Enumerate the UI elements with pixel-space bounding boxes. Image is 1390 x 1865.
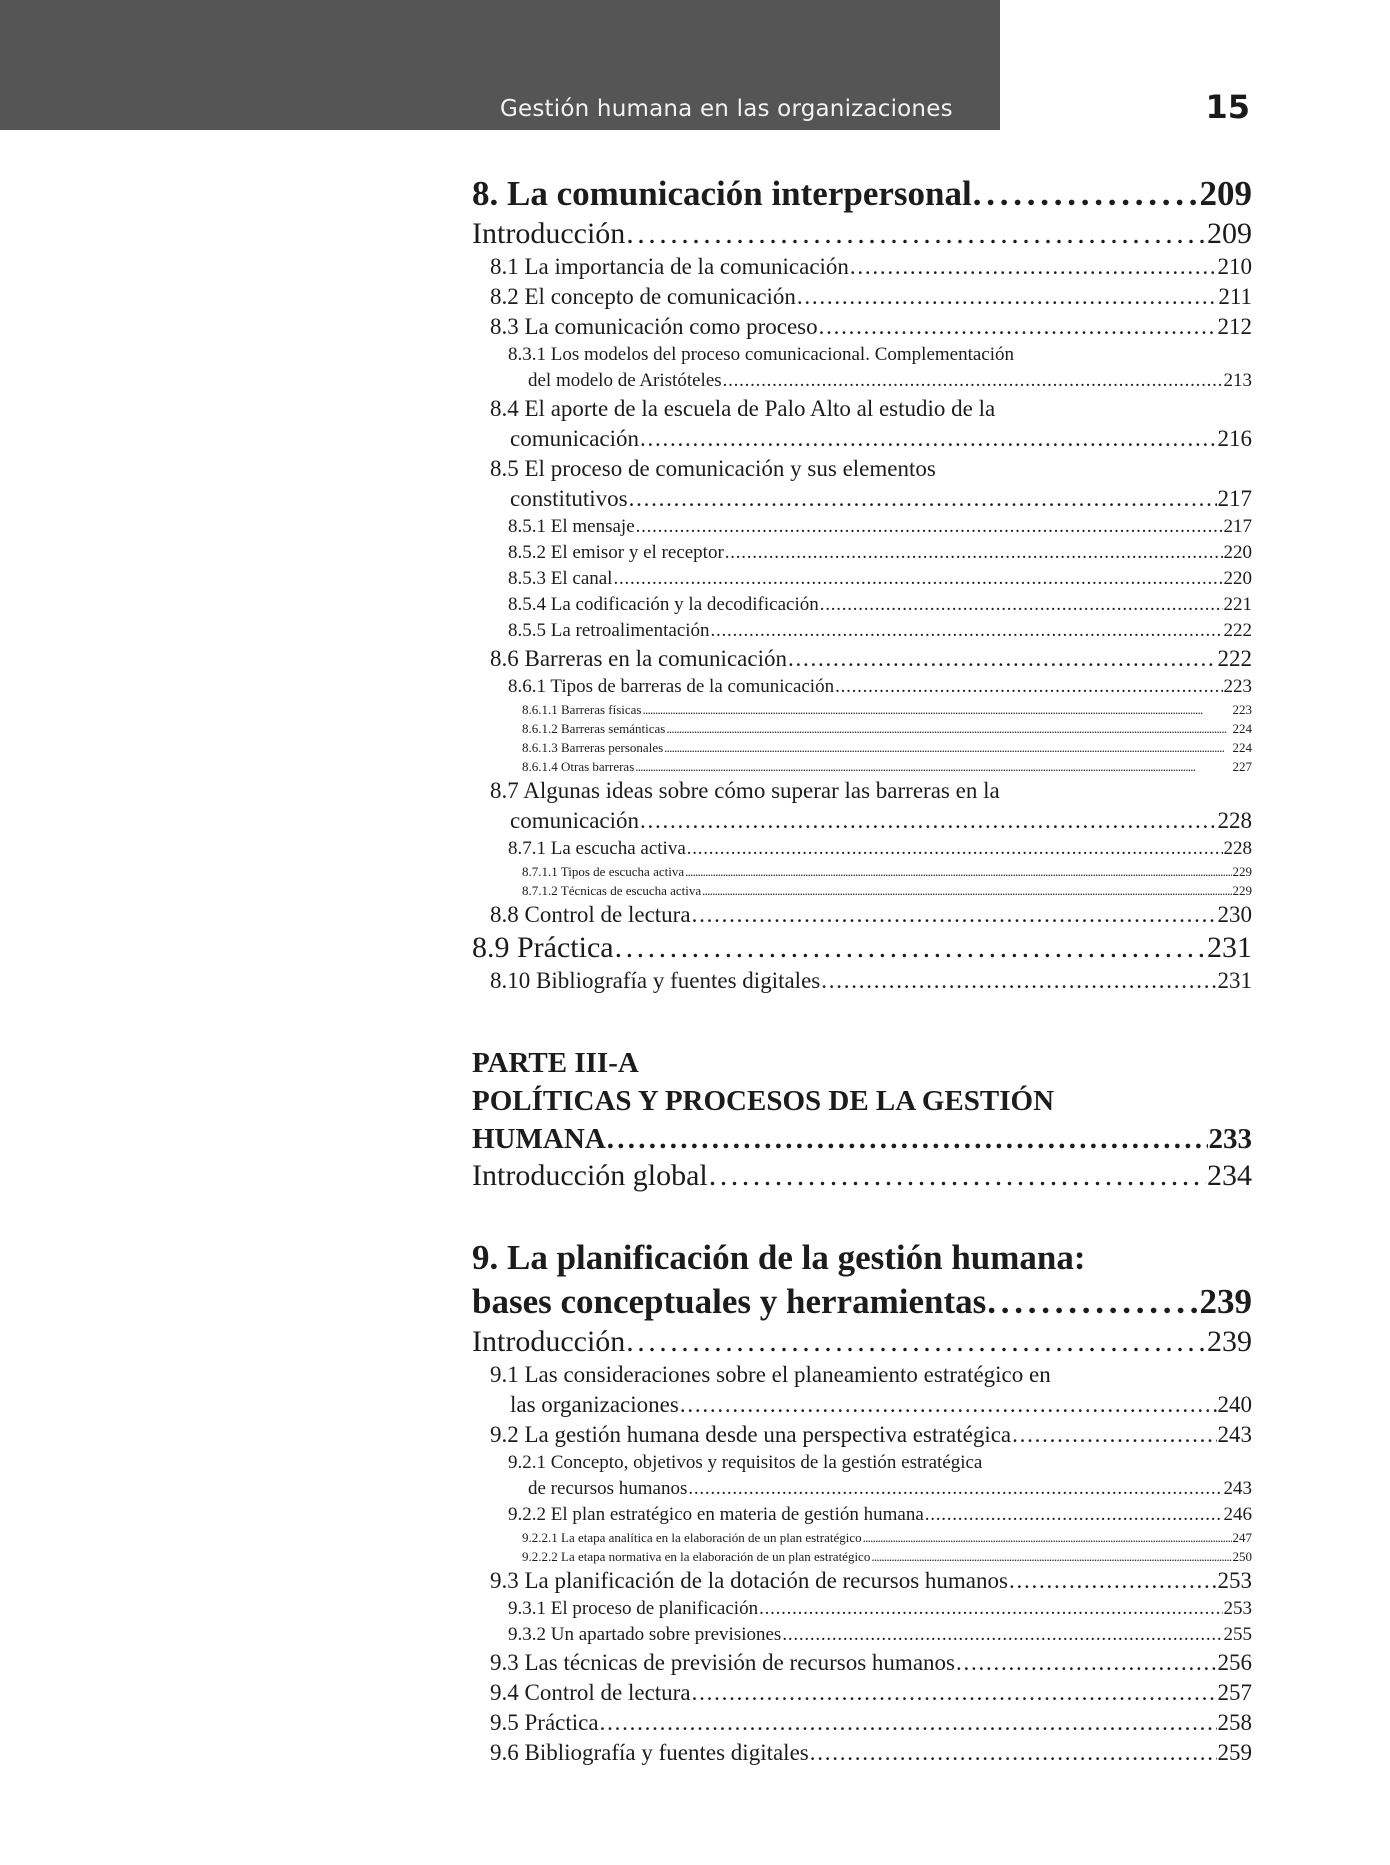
toc-entry-9-1[interactable] xyxy=(472,1360,1252,1420)
dot-leader xyxy=(709,1158,1206,1194)
toc-entry-page: 228 xyxy=(1223,838,1252,859)
dot-leader xyxy=(1009,1566,1217,1596)
part-label: PARTE III-A xyxy=(472,1047,639,1079)
toc-entry-page: 209 xyxy=(1199,174,1252,213)
toc-entry-8-2[interactable] xyxy=(472,282,1252,312)
toc-entry-page: 224 xyxy=(1232,740,1252,755)
toc-entry-title: 8.6.1.1 Barreras físicas xyxy=(522,702,642,717)
dot-leader xyxy=(666,719,1231,738)
spacer xyxy=(472,996,1252,1044)
toc-entry-title-line1: 8.3.1 Los modelos del proceso comunicacional. Complementación xyxy=(508,344,1015,365)
toc-entry-page: 243 xyxy=(1217,1422,1252,1447)
toc-entry-title: 8.1 La importancia de la comunicación xyxy=(490,254,849,279)
dot-leader xyxy=(850,252,1217,282)
toc-entry-title: 9.6 Bibliografía y fuentes digitales xyxy=(490,1740,809,1765)
toc-entry-page: 258 xyxy=(1217,1710,1252,1735)
toc-entry-page: 233 xyxy=(1208,1123,1252,1155)
toc-entry-title: 8.5.3 El canal xyxy=(508,568,613,589)
dot-leader xyxy=(797,282,1217,312)
toc-entry-page: 247 xyxy=(1232,1530,1252,1545)
toc-entry-page: 222 xyxy=(1223,620,1252,641)
toc-entry-title: Introducción global xyxy=(472,1159,708,1192)
dot-leader xyxy=(788,644,1217,674)
toc-entry-title-line2: del modelo de Aristóteles xyxy=(528,370,722,391)
toc-entry-9-3[interactable] xyxy=(472,1566,1252,1596)
toc-entry-page: 227 xyxy=(1232,759,1252,774)
toc-entry-title: Introducción xyxy=(472,1325,626,1358)
toc-entry-8-9[interactable] xyxy=(472,930,1252,966)
toc-entry-page: 224 xyxy=(1232,721,1252,736)
toc-entry-page: 229 xyxy=(1232,864,1252,879)
toc-entry-title: 9.2.2.2 La etapa normativa en la elaboración de un plan estratégico xyxy=(522,1549,871,1564)
toc-entry-9-3-2[interactable] xyxy=(472,1622,1252,1648)
toc-entry-page: 220 xyxy=(1223,542,1252,563)
toc-entry-title: 9.3.1 El proceso de planificación xyxy=(508,1598,759,1619)
toc-entry-8-6[interactable] xyxy=(472,644,1252,674)
toc-entry-8-5-3[interactable] xyxy=(472,566,1252,592)
toc-entry-page: 255 xyxy=(1223,1624,1252,1645)
toc-entry-8-7-1-2[interactable] xyxy=(472,881,1252,900)
toc-entry-title: 9.2.2 El plan estratégico en materia de gestión humana xyxy=(508,1504,924,1525)
dot-leader xyxy=(613,566,1222,592)
toc-entry-page: 221 xyxy=(1223,594,1252,615)
toc-entry-8-6-1-3[interactable] xyxy=(472,738,1252,757)
toc-entry-page: 223 xyxy=(1223,676,1252,697)
toc-entry-title-line2: comunicación xyxy=(510,426,640,451)
toc-entry-8-6-1-2[interactable] xyxy=(472,719,1252,738)
toc-entry-8-3[interactable] xyxy=(472,312,1252,342)
dot-leader xyxy=(1012,1420,1216,1450)
toc-entry-title: 8.5.5 La retroalimentación xyxy=(508,620,710,641)
table-of-contents xyxy=(472,172,1252,1768)
dot-leader xyxy=(688,1476,1222,1502)
dot-leader xyxy=(687,836,1223,862)
toc-entry-title-line2: constitutivos xyxy=(510,486,628,511)
toc-entry-page: 228 xyxy=(1217,808,1252,833)
toc-entry-title: 9.5 Práctica xyxy=(490,1710,599,1735)
toc-entry-9-4[interactable] xyxy=(472,1678,1252,1708)
dot-leader xyxy=(973,172,1199,216)
toc-entry-title: 8.8 Control de lectura xyxy=(490,902,691,927)
toc-entry-8-6-1-1[interactable] xyxy=(472,700,1252,719)
running-title: Gestión humana en las organizaciones xyxy=(500,96,953,122)
toc-entry-page: 240 xyxy=(1217,1392,1252,1417)
dot-leader xyxy=(692,900,1217,930)
toc-entry-8-10[interactable] xyxy=(472,966,1252,996)
toc-entry-page: 229 xyxy=(1232,883,1252,898)
toc-entry-8-3-1[interactable] xyxy=(472,342,1252,394)
toc-entry-title: 8.5.4 La codificación y la decodificación xyxy=(508,594,819,615)
toc-entry-page: 210 xyxy=(1217,254,1252,279)
toc-entry-9-2-2-1[interactable] xyxy=(472,1528,1252,1547)
toc-entry-title: 8.6.1.2 Barreras semánticas xyxy=(522,721,666,736)
toc-entry-title: 8.3 La comunicación como proceso xyxy=(490,314,818,339)
toc-entry-8-intro[interactable] xyxy=(472,216,1252,252)
toc-entry-page: 223 xyxy=(1232,702,1252,717)
toc-entry-9-6[interactable] xyxy=(472,1738,1252,1768)
toc-entry-page: 222 xyxy=(1217,646,1252,671)
toc-entry-9-3b[interactable] xyxy=(472,1648,1252,1678)
page-number: 15 xyxy=(1205,88,1250,126)
toc-entry-title: 8.10 Bibliografía y fuentes digitales xyxy=(490,968,821,993)
toc-entry-8-5-2[interactable] xyxy=(472,540,1252,566)
toc-entry-title-line1: 9.2.1 Concepto, objetivos y requisitos de la gestión estratégica xyxy=(508,1452,983,1473)
toc-entry-title: 8.5.1 El mensaje xyxy=(508,516,635,537)
toc-entry-title: 8.9 Práctica xyxy=(472,931,614,964)
dot-leader xyxy=(685,862,1231,881)
dot-leader xyxy=(626,216,1206,252)
toc-entry-title-line2: comunicación xyxy=(510,808,640,833)
toc-entry-title: 8.6.1 Tipos de barreras de la comunicación xyxy=(508,676,835,697)
toc-entry-title: 8.6 Barreras en la comunicación xyxy=(490,646,787,671)
dot-leader xyxy=(600,1708,1217,1738)
toc-entry-title: 9.3.2 Un apartado sobre previsiones xyxy=(508,1624,782,1645)
toc-entry-8-6-1[interactable] xyxy=(472,674,1252,700)
toc-entry-title: 8. La comunicación interpersonal xyxy=(472,174,972,213)
toc-entry-page: 253 xyxy=(1217,1568,1252,1593)
dot-leader xyxy=(723,368,1223,394)
toc-entry-page: 259 xyxy=(1217,1740,1252,1765)
dot-leader xyxy=(871,1547,1231,1566)
dot-leader xyxy=(782,1622,1222,1648)
toc-entry-9-2-1[interactable] xyxy=(472,1450,1252,1502)
part-title-line1: POLÍTICAS Y PROCESOS DE LA GESTIÓN xyxy=(472,1085,1055,1117)
toc-entry-title-line1: 9. La planificación de la gestión humana: xyxy=(472,1238,1086,1277)
toc-entry-page: 243 xyxy=(1223,1478,1252,1499)
toc-entry-page: 209 xyxy=(1207,217,1252,250)
toc-entry-9-2-2-2[interactable] xyxy=(472,1547,1252,1566)
toc-entry-title-line2: de recursos humanos xyxy=(528,1478,688,1499)
dot-leader xyxy=(635,757,1231,776)
dot-leader xyxy=(711,618,1223,644)
toc-entry-page: 239 xyxy=(1199,1282,1252,1321)
dot-leader xyxy=(987,1280,1198,1324)
toc-entry-title: 9.3 Las técnicas de previsión de recursos humanos xyxy=(490,1650,955,1675)
toc-entry-page: 246 xyxy=(1223,1504,1252,1525)
dot-leader xyxy=(759,1596,1222,1622)
toc-entry-title: 9.2.2.1 La etapa analítica en la elaboración de un plan estratégico xyxy=(522,1530,862,1545)
dot-leader xyxy=(925,1502,1223,1528)
toc-entry-page: 213 xyxy=(1223,370,1252,391)
toc-entry-title: 8.2 El concepto de comunicación xyxy=(490,284,796,309)
dot-leader xyxy=(615,930,1206,966)
dot-leader xyxy=(956,1648,1217,1678)
dot-leader xyxy=(702,881,1231,900)
toc-entry-title: 9.3 La planificación de la dotación de recursos humanos xyxy=(490,1568,1008,1593)
dot-leader xyxy=(725,540,1223,566)
toc-entry-title-line1: 9.1 Las consideraciones sobre el planeamiento estratégico en xyxy=(490,1362,1051,1387)
toc-entry-title-line1: 8.4 El aporte de la escuela de Palo Alto al estudio de la xyxy=(490,396,996,421)
part-title-line2: HUMANA xyxy=(472,1123,606,1155)
toc-chapter-8[interactable] xyxy=(472,172,1252,216)
toc-entry-page: 230 xyxy=(1217,902,1252,927)
toc-entry-9-3-1[interactable] xyxy=(472,1596,1252,1622)
toc-entry-8-5-5[interactable] xyxy=(472,618,1252,644)
spacer xyxy=(472,1194,1252,1236)
toc-entry-page: 234 xyxy=(1207,1159,1252,1192)
dot-leader xyxy=(643,700,1232,719)
dot-leader xyxy=(835,674,1222,700)
toc-entry-8-5-4[interactable] xyxy=(472,592,1252,618)
toc-entry-page: 220 xyxy=(1223,568,1252,589)
toc-entry-page: 217 xyxy=(1223,516,1252,537)
toc-entry-9-intro[interactable] xyxy=(472,1324,1252,1360)
toc-entry-8-7-1[interactable] xyxy=(472,836,1252,862)
toc-entry-page: 231 xyxy=(1217,968,1252,993)
dot-leader xyxy=(863,1528,1232,1547)
toc-chapter-9[interactable] xyxy=(472,1236,1252,1324)
toc-entry-8-6-1-4[interactable] xyxy=(472,757,1252,776)
dot-leader xyxy=(636,514,1223,540)
toc-entry-8-5[interactable] xyxy=(472,454,1252,514)
toc-entry-8-7-1-1[interactable] xyxy=(472,862,1252,881)
toc-entry-title: 8.6.1.3 Barreras personales xyxy=(522,740,664,755)
toc-entry-9-2[interactable] xyxy=(472,1420,1252,1450)
toc-entry-page: 250 xyxy=(1232,1549,1252,1564)
toc-entry-8-8[interactable] xyxy=(472,900,1252,930)
toc-entry-8-4[interactable] xyxy=(472,394,1252,454)
toc-entry-page: 217 xyxy=(1217,486,1252,511)
toc-entry-title: 9.2 La gestión humana desde una perspectiva estratégica xyxy=(490,1422,1012,1447)
toc-part-3a[interactable] xyxy=(472,1044,1252,1158)
toc-entry-8-1[interactable] xyxy=(472,252,1252,282)
dot-leader xyxy=(810,1738,1217,1768)
dot-leader xyxy=(626,1324,1206,1360)
dot-leader xyxy=(821,966,1216,996)
toc-entry-title: 8.5.2 El emisor y el receptor xyxy=(508,542,724,563)
toc-entry-part-intro[interactable] xyxy=(472,1158,1252,1194)
toc-entry-title: 8.7.1.2 Técnicas de escucha activa xyxy=(522,883,702,898)
toc-entry-8-7[interactable] xyxy=(472,776,1252,836)
dot-leader xyxy=(692,1678,1217,1708)
toc-entry-title-line2: bases conceptuales y herramientas xyxy=(472,1282,987,1321)
dot-leader xyxy=(607,1120,1208,1158)
toc-entry-page: 231 xyxy=(1207,931,1252,964)
toc-entry-page: 257 xyxy=(1217,1680,1252,1705)
toc-entry-8-5-1[interactable] xyxy=(472,514,1252,540)
dot-leader xyxy=(640,424,1216,454)
dot-leader xyxy=(640,806,1216,836)
toc-entry-page: 253 xyxy=(1223,1598,1252,1619)
toc-entry-title-line2: las organizaciones xyxy=(510,1392,679,1417)
toc-entry-page: 212 xyxy=(1217,314,1252,339)
toc-entry-page: 216 xyxy=(1217,426,1252,451)
toc-entry-title: 8.7.1.1 Tipos de escucha activa xyxy=(522,864,685,879)
dot-leader xyxy=(664,738,1231,757)
dot-leader xyxy=(680,1390,1217,1420)
toc-entry-9-5[interactable] xyxy=(472,1708,1252,1738)
toc-entry-title-line1: 8.7 Algunas ideas sobre cómo superar las barreras en la xyxy=(490,778,1000,803)
toc-entry-page: 211 xyxy=(1218,284,1252,309)
toc-entry-title: Introducción xyxy=(472,217,626,250)
toc-entry-title: 9.4 Control de lectura xyxy=(490,1680,691,1705)
toc-entry-title-line1: 8.5 El proceso de comunicación y sus elementos xyxy=(490,456,936,481)
dot-leader xyxy=(629,484,1217,514)
dot-leader xyxy=(820,592,1223,618)
dot-leader xyxy=(819,312,1217,342)
toc-entry-page: 239 xyxy=(1207,1325,1252,1358)
toc-entry-title: 8.7.1 La escucha activa xyxy=(508,838,686,859)
toc-entry-9-2-2[interactable] xyxy=(472,1502,1252,1528)
toc-entry-page: 256 xyxy=(1217,1650,1252,1675)
toc-entry-title: 8.6.1.4 Otras barreras xyxy=(522,759,635,774)
